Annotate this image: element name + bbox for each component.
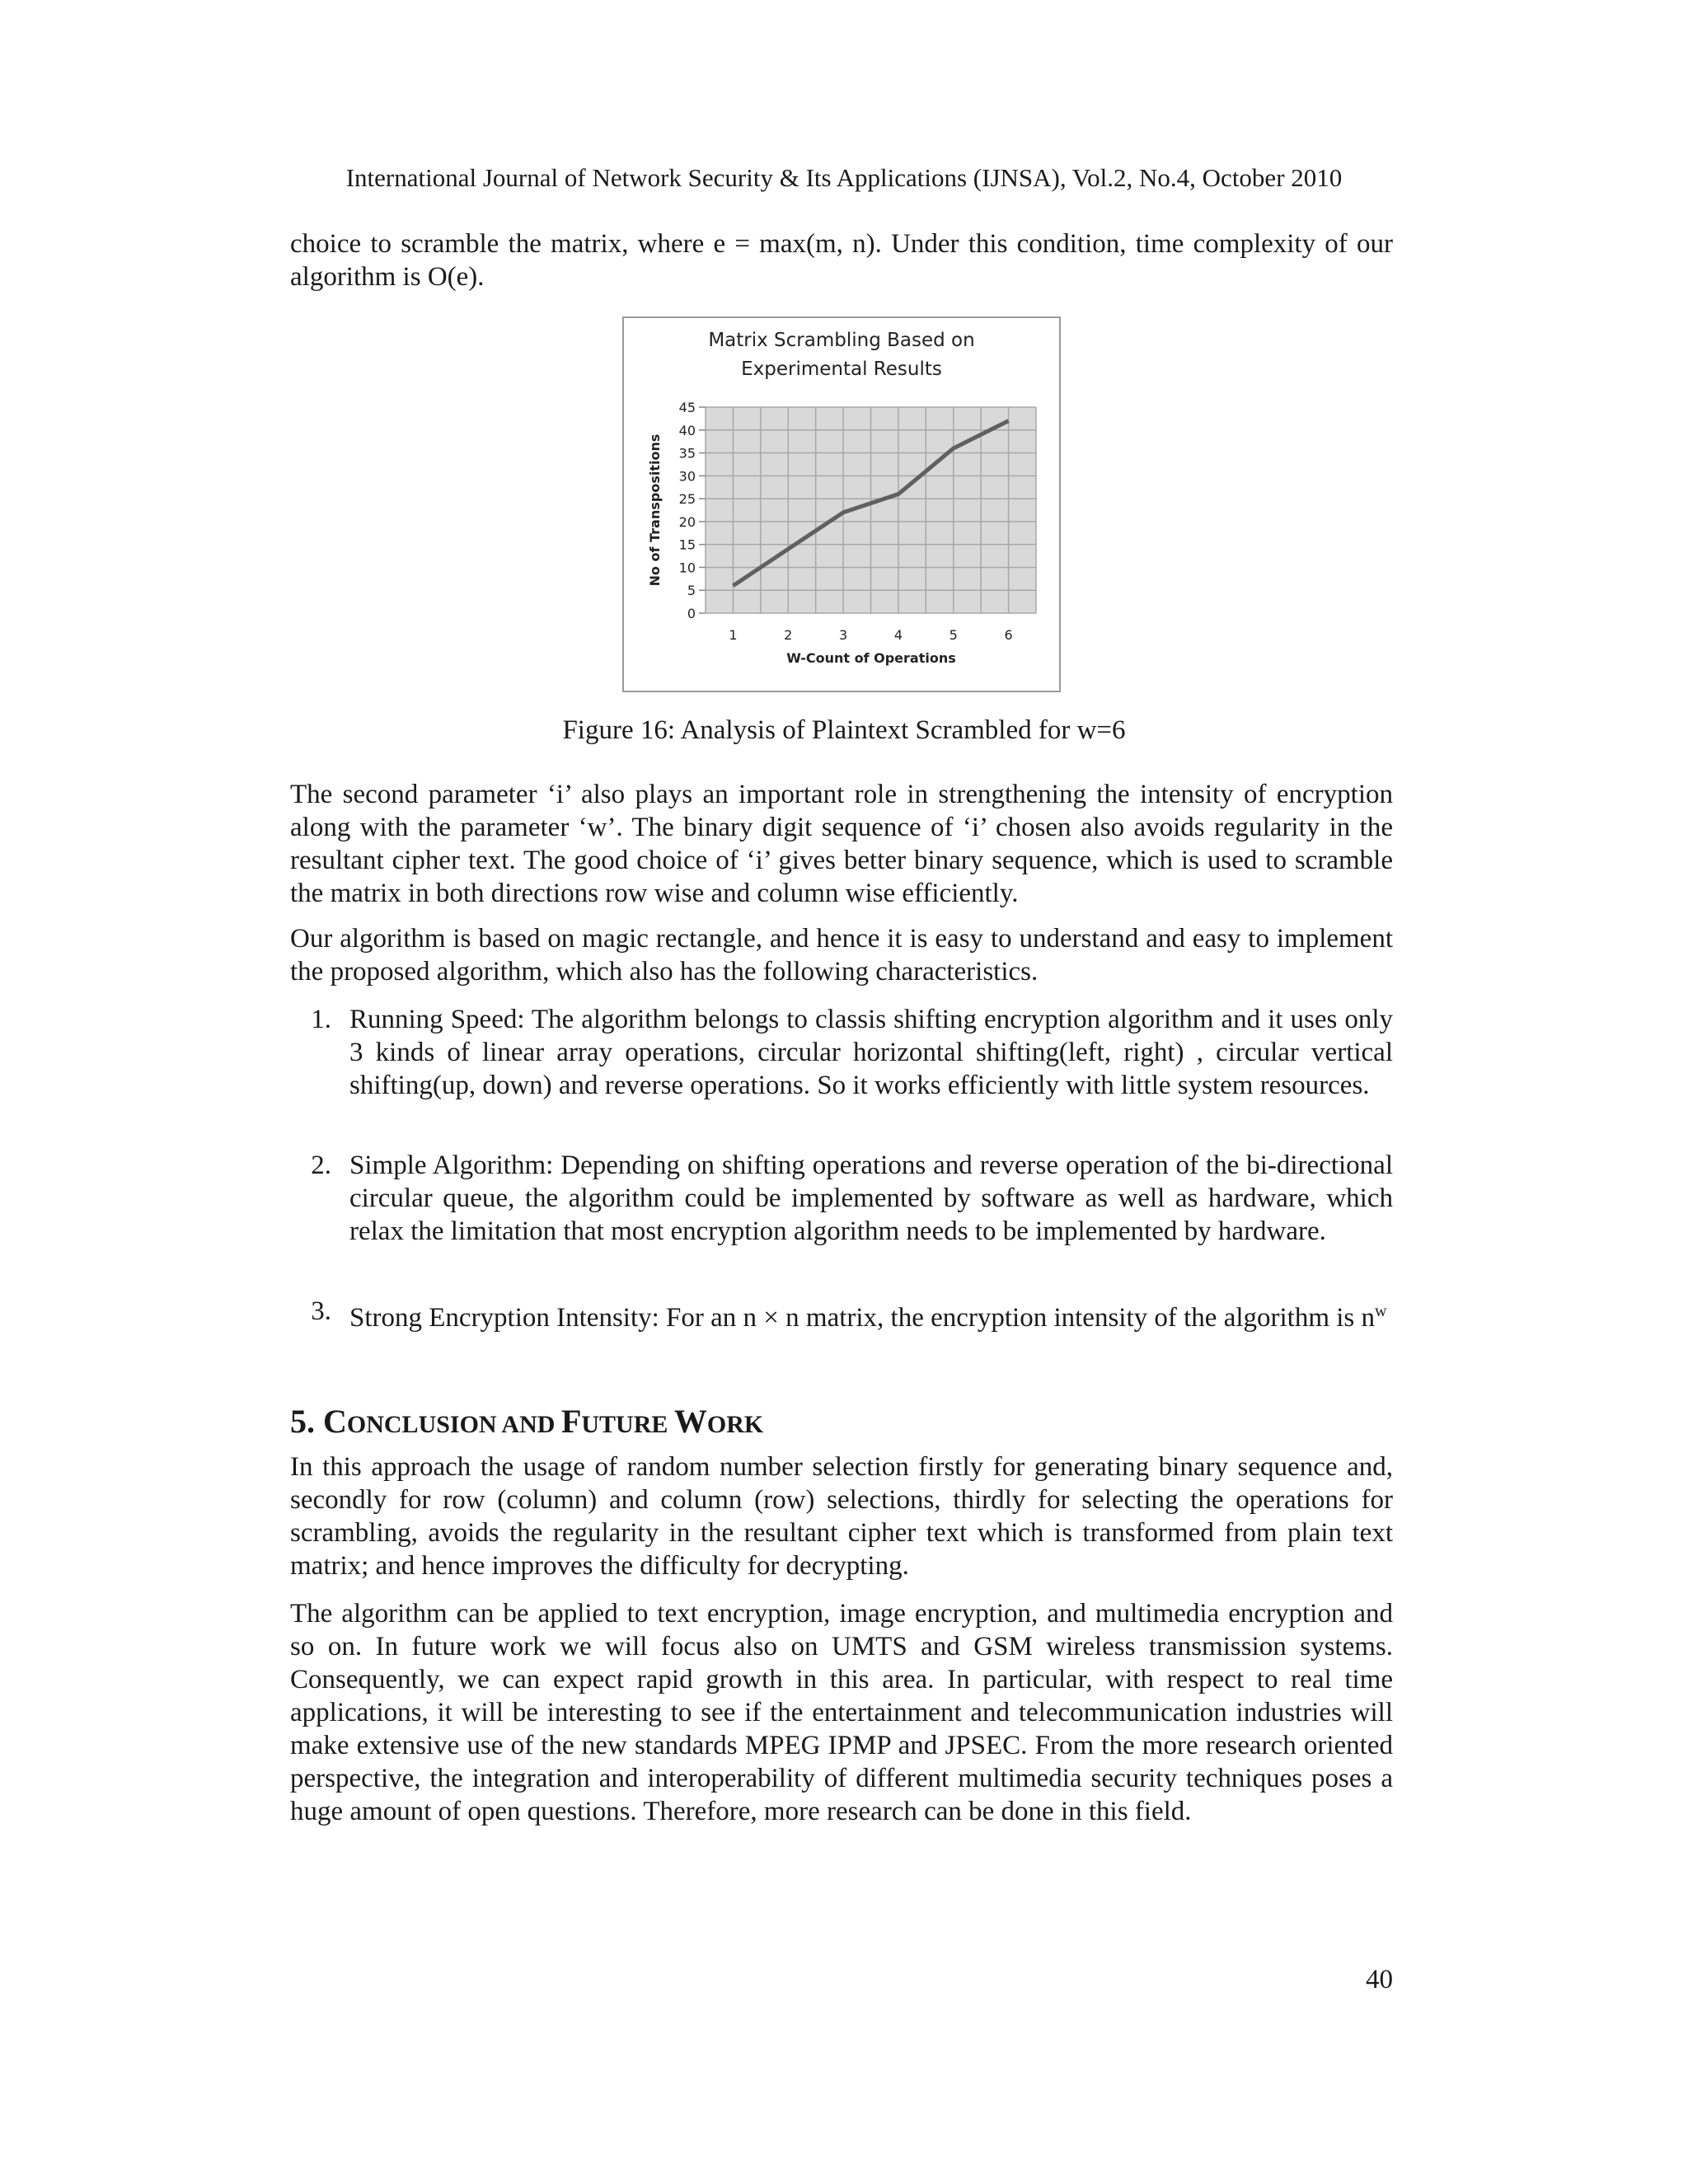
y-tick-label: 40: [678, 422, 696, 438]
list-text-wrapper: [349, 1295, 1393, 1334]
heading-rest: UTURE: [581, 1411, 674, 1438]
y-tick-label: 5: [687, 583, 696, 599]
superscript-w: w: [1375, 1302, 1387, 1320]
heading-cap: C: [323, 1403, 347, 1440]
list-number: 2.: [311, 1151, 331, 1180]
heading-cap: F: [560, 1403, 582, 1440]
figure-caption: Figure 16: Analysis of Plaintext Scrambled for w=6: [562, 715, 1126, 745]
intro-paragraph: choice to scramble the matrix, where e = max(m, n). Under this condition, time complexity of our algorithm is O(e).: [290, 229, 1393, 292]
paragraph-magic-rectangle: Our algorithm is based on magic rectangle, and hence it is easy to understand and easy to implement the proposed algorithm, which also has the following characteristics.: [290, 924, 1393, 987]
y-tick-label: 0: [687, 606, 696, 621]
list-number: 3.: [311, 1296, 331, 1326]
y-tick-label: 35: [678, 445, 696, 462]
chart-title-line2: Experimental Results: [741, 359, 942, 380]
x-tick-label: 3: [838, 627, 848, 643]
list-number: 1.: [311, 1005, 331, 1034]
list-text: Simple Algorithm: Depending on shifting operations and reverse operation of the bi-directional circular queue, the algorithm could be implemented by software as well as hardware, which relax the limitation that most encryption algorithm needs to be implemented by hardware.: [349, 1151, 1393, 1246]
list-text: Strong Encryption Intensity: For an n × n matrix, the encryption intensity of the algorithm is n: [349, 1303, 1376, 1333]
page-number: 40: [1366, 1965, 1393, 1994]
list-text: Running Speed: The algorithm belongs to classis shifting encryption algorithm and it uses only 3 kinds of linear array operations, circular horizontal shifting(left, right) , circular vertical shifting(up, down) and reverse operations. So it works efficiently with little system resources.: [349, 1005, 1393, 1100]
y-axis-label: No of Transpositions: [647, 434, 663, 587]
section-heading: [290, 1401, 763, 1446]
y-tick-label: 20: [678, 513, 696, 530]
x-tick-label: 6: [1004, 627, 1013, 643]
y-tick-label: 10: [678, 560, 696, 576]
y-tick-label: 30: [678, 468, 696, 485]
y-tick-label: 45: [678, 400, 696, 415]
y-tick-label: 25: [678, 491, 696, 508]
x-tick-label: 2: [784, 627, 793, 643]
paragraph-second-parameter: The second parameter ‘i’ also plays an important role in strengthening the intensity of encryption along with the parameter ‘w’. The binary digit sequence of ‘i’ chosen also avoids regularity in the resultant cipher text. The good choice of ‘i’ gives better binary sequence, which is used to scramble the matrix in both directions row wise and column wise efficiently.: [290, 780, 1393, 908]
section-number: 5.: [290, 1403, 323, 1440]
y-tick-label: 15: [678, 537, 696, 553]
figure-16: [622, 316, 1061, 692]
line-chart: [624, 318, 1059, 691]
x-axis-label: W-Count of Operations: [786, 650, 956, 666]
x-tick-label: 1: [729, 627, 738, 643]
running-header: International Journal of Network Security & Its Applications (IJNSA), Vol.2, No.4, October 2010: [345, 163, 1343, 192]
paragraph-future-work: The algorithm can be applied to text encryption, image encryption, and multimedia encryption and so on. In future work we will focus also on UMTS and GSM wireless transmission systems. Consequently, we can expect rapid growth in this area. In particular, with respect to real time applications, it will be interesting to see if the entertainment and telecommunication industries will make extensive use of the new standards MPEG IPMP and JPSEC. From the more research oriented perspective, the integration and interoperability of different multimedia security techniques poses a huge amount of open questions. Therefore, more research can be done in this field.: [290, 1599, 1393, 1826]
heading-rest: ONCLUSION AND: [346, 1411, 561, 1438]
heading-cap: W: [673, 1403, 707, 1440]
heading-rest: ORK: [706, 1411, 764, 1438]
paragraph-conclusion: In this approach the usage of random number selection firstly for generating binary sequence and, secondly for row (column) and column (row) selections, thirdly for selecting the operations for scrambling, avoids the regularity in the resultant cipher text which is transformed from plain text matrix; and hence improves the difficulty for decrypting.: [290, 1452, 1393, 1581]
x-tick-label: 4: [893, 627, 903, 643]
chart-title-line1: Matrix Scrambling Based on: [708, 330, 975, 351]
x-tick-label: 5: [949, 627, 958, 643]
